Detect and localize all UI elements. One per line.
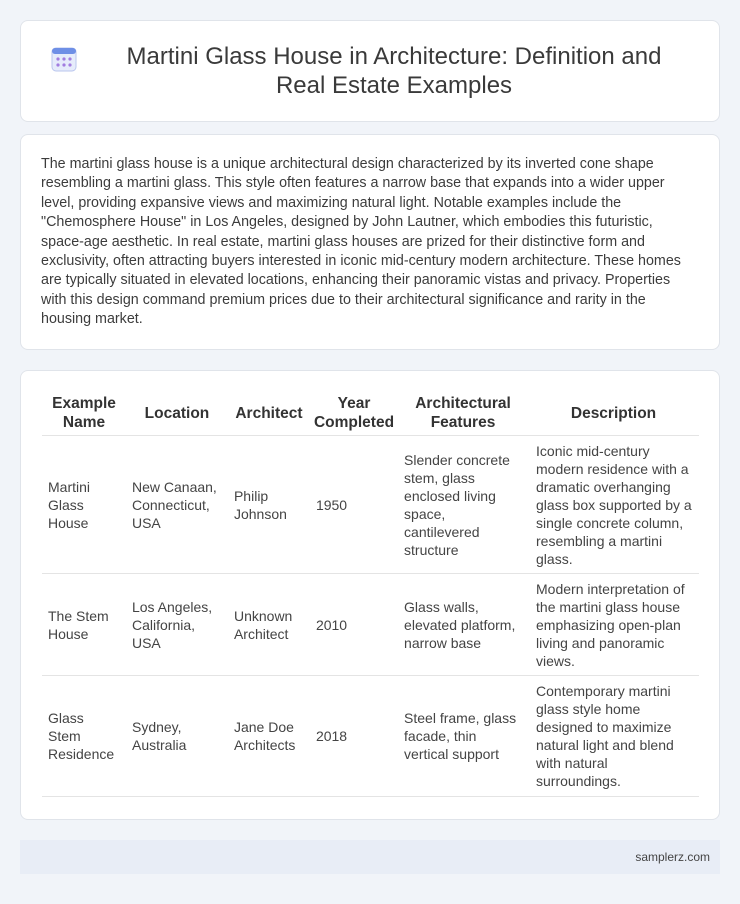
title-wrap <box>51 42 689 100</box>
table-row <box>42 574 699 676</box>
footer-site: samplerz.com <box>635 850 710 864</box>
cell-location: Los Angeles, California, USA <box>126 574 228 676</box>
header-example-name: Example Name <box>42 391 126 436</box>
intro-paragraph: The martini glass house is a unique architectural design characterized by its inverted cone shape resembling a martini glass. This style often features a narrow base that expands into a wider upper level, providing expansive views and maximizing natural light. Notable examples include the "Chemosphere House" in Los Angeles, designed by John Lautner, which embodies this futuristic, space-age aesthetic. In real estate, martini glass houses are prized for their distinctive form and exclusivity, often attracting buyers interested in iconic mid-century modern architecture. These homes are typically situated in elevated locations, enhancing their panoramic vistas and privacy. Properties with this design command premium prices due to their architectural significance and rarity in the housing market. <box>41 156 681 328</box>
cell-features: Slender concrete stem, glass enclosed living space, cantilevered structure <box>398 436 528 574</box>
header-year-completed: Year Completed <box>310 391 398 436</box>
cell-features: Steel frame, glass facade, thin vertical support <box>398 676 528 797</box>
cell-example-name: The Stem House <box>42 574 126 676</box>
cell-architect: Unknown Architect <box>228 574 310 676</box>
cell-location: New Canaan, Connecticut, USA <box>126 436 228 574</box>
header-card <box>20 20 720 122</box>
table-row <box>42 676 699 797</box>
header-architectural-features: Architectural Features <box>398 391 528 436</box>
cell-description: Contemporary martini glass style home designed to maximize natural light and blend with natural surroundings. <box>528 676 699 797</box>
cell-description: Modern interpretation of the martini glass house emphasizing open-plan living and panoramic views. <box>528 574 699 676</box>
table-row <box>42 436 699 574</box>
cell-year: 2018 <box>310 676 398 797</box>
cell-year: 1950 <box>310 436 398 574</box>
cell-location: Sydney, Australia <box>126 676 228 797</box>
header-description: Description <box>528 391 699 436</box>
cell-description: Iconic mid-century modern residence with a dramatic overhanging glass box supported by a single concrete column, resembling a martini glass. <box>528 436 699 574</box>
table-card <box>20 370 720 820</box>
cell-example-name: Glass Stem Residence <box>42 676 126 797</box>
header-location: Location <box>126 391 228 436</box>
cell-year: 2010 <box>310 574 398 676</box>
calendar-grid-icon <box>51 46 77 72</box>
table-header-row <box>42 391 699 436</box>
footer <box>20 840 720 874</box>
cell-architect: Philip Johnson <box>228 436 310 574</box>
intro-card <box>20 134 720 350</box>
cell-architect: Jane Doe Architects <box>228 676 310 797</box>
cell-example-name: Martini Glass House <box>42 436 126 574</box>
header-architect: Architect <box>228 391 310 436</box>
cell-features: Glass walls, elevated platform, narrow base <box>398 574 528 676</box>
examples-table <box>42 391 699 797</box>
page-title: Martini Glass House in Architecture: Definition and Real Estate Examples <box>126 43 662 99</box>
